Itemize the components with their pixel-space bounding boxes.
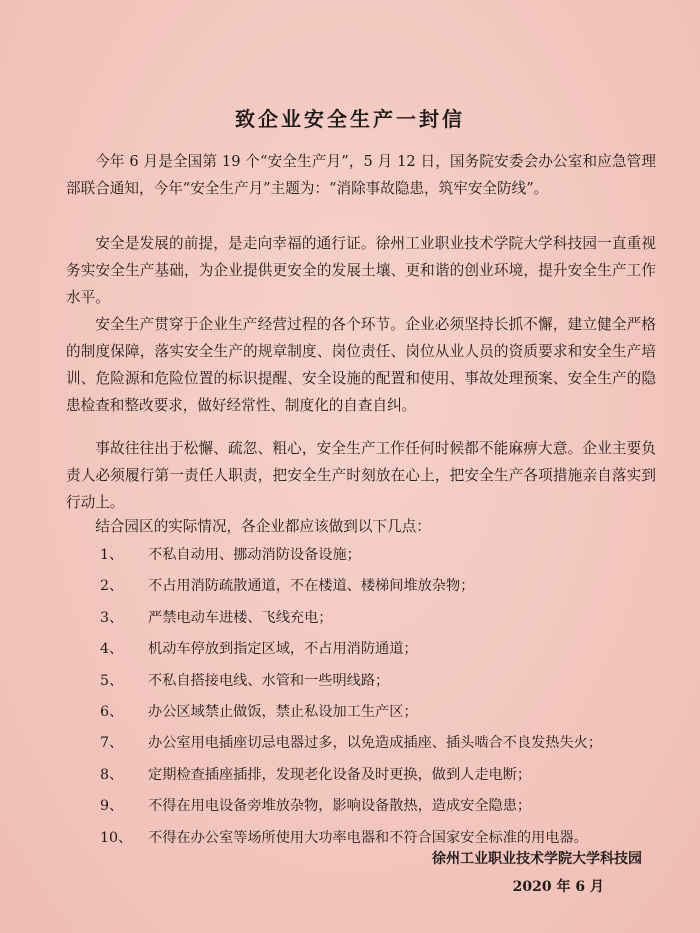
signature-date: 2020 年 6 月 xyxy=(512,879,604,895)
list-item xyxy=(100,666,670,697)
list-item xyxy=(100,791,670,822)
paragraph-safety-production: 安全生产贯穿于企业生产经营过程的各个环节。企业必须坚持长抓不懈，建立健全严格的制度保障，落实安全生产的规章制度、岗位责任、岗位从业人员的资质要求和安全生产培训、危险源和危险位置的标识提醒、安全设施的配置和使用、事故处理预案、安全生产的隐患检查和整改要求，做好经常性、制度化的自查自纠。 xyxy=(66,316,656,414)
item-text: 机动车停放到指定区域，不占用消防通道； xyxy=(148,641,418,658)
item-number: 4、 xyxy=(100,641,124,658)
signature-organization: 徐州工业职业技术学院大学科技园 xyxy=(432,851,642,867)
paragraph-safety-premise: 安全是发展的前提，是走向幸福的通行证。徐州工业职业技术学院大学科技园一直重视务实安全生产基础，为企业提供更安全的发展土壤、更和谐的创业环境，提升安全生产工作水平。 xyxy=(66,235,656,306)
item-text: 不私自搭接电线、水管和一些明线路； xyxy=(148,672,390,689)
item-text: 不得在办公室等场所使用大功率电器和不符合国家安全标准的用电器。 xyxy=(148,829,588,846)
item-number: 5、 xyxy=(100,672,124,689)
list-item xyxy=(100,603,670,634)
item-number: 10、 xyxy=(100,829,133,846)
list-item xyxy=(100,760,670,791)
item-number: 6、 xyxy=(100,703,124,720)
item-text: 严禁电动车进楼、飞线充电； xyxy=(148,609,333,626)
list-item xyxy=(100,571,670,602)
item-text: 不私自动用、挪动消防设备设施； xyxy=(148,547,361,563)
item-text: 办公室用电插座切忌电器过多，以免造成插座、插头啮合不良发热失火； xyxy=(148,735,603,752)
list-item xyxy=(100,634,670,665)
letter-title: 致企业安全生产一封信 xyxy=(235,107,465,131)
list-item xyxy=(100,697,670,728)
item-text: 不占用消防疏散通道，不在楼道、楼梯间堆放杂物； xyxy=(148,578,475,595)
paragraph-accident-causes: 事故往往出于松懈、疏忽、粗心，安全生产工作任何时候都不能麻痹大意。企业主要负责人必须履行第一责任人职责，把安全生产时刻放在心上，把安全生产各项措施亲自落实到行动上。 xyxy=(66,440,656,511)
item-text: 办公区域禁止做饭，禁止私设加工生产区； xyxy=(148,703,418,720)
item-number: 1、 xyxy=(100,547,124,563)
requirement-list xyxy=(100,540,670,854)
list-item xyxy=(100,728,670,759)
paragraph-safety-month: 今年 6 月是全国第 19 个“安全生产月”，5 月 12 日，国务院安委会办公室和应急管理部联合通知，今年“安全生产月”主题为：“消除事故隐患，筑牢安全防线”。 xyxy=(66,153,656,197)
item-number: 8、 xyxy=(100,766,124,783)
item-number: 3、 xyxy=(100,609,124,626)
item-number: 7、 xyxy=(100,735,124,752)
list-item xyxy=(100,540,670,571)
item-number: 9、 xyxy=(100,798,124,815)
paragraph-list-intro: 结合园区的实际情况，各企业都应该做到以下几点： xyxy=(95,518,431,535)
item-text: 定期检查插座插排，发现老化设备及时更换，做到人走电断； xyxy=(148,766,532,783)
item-text: 不得在用电设备旁堆放杂物，影响设备散热，造成安全隐患； xyxy=(148,798,532,815)
item-number: 2、 xyxy=(100,578,124,595)
